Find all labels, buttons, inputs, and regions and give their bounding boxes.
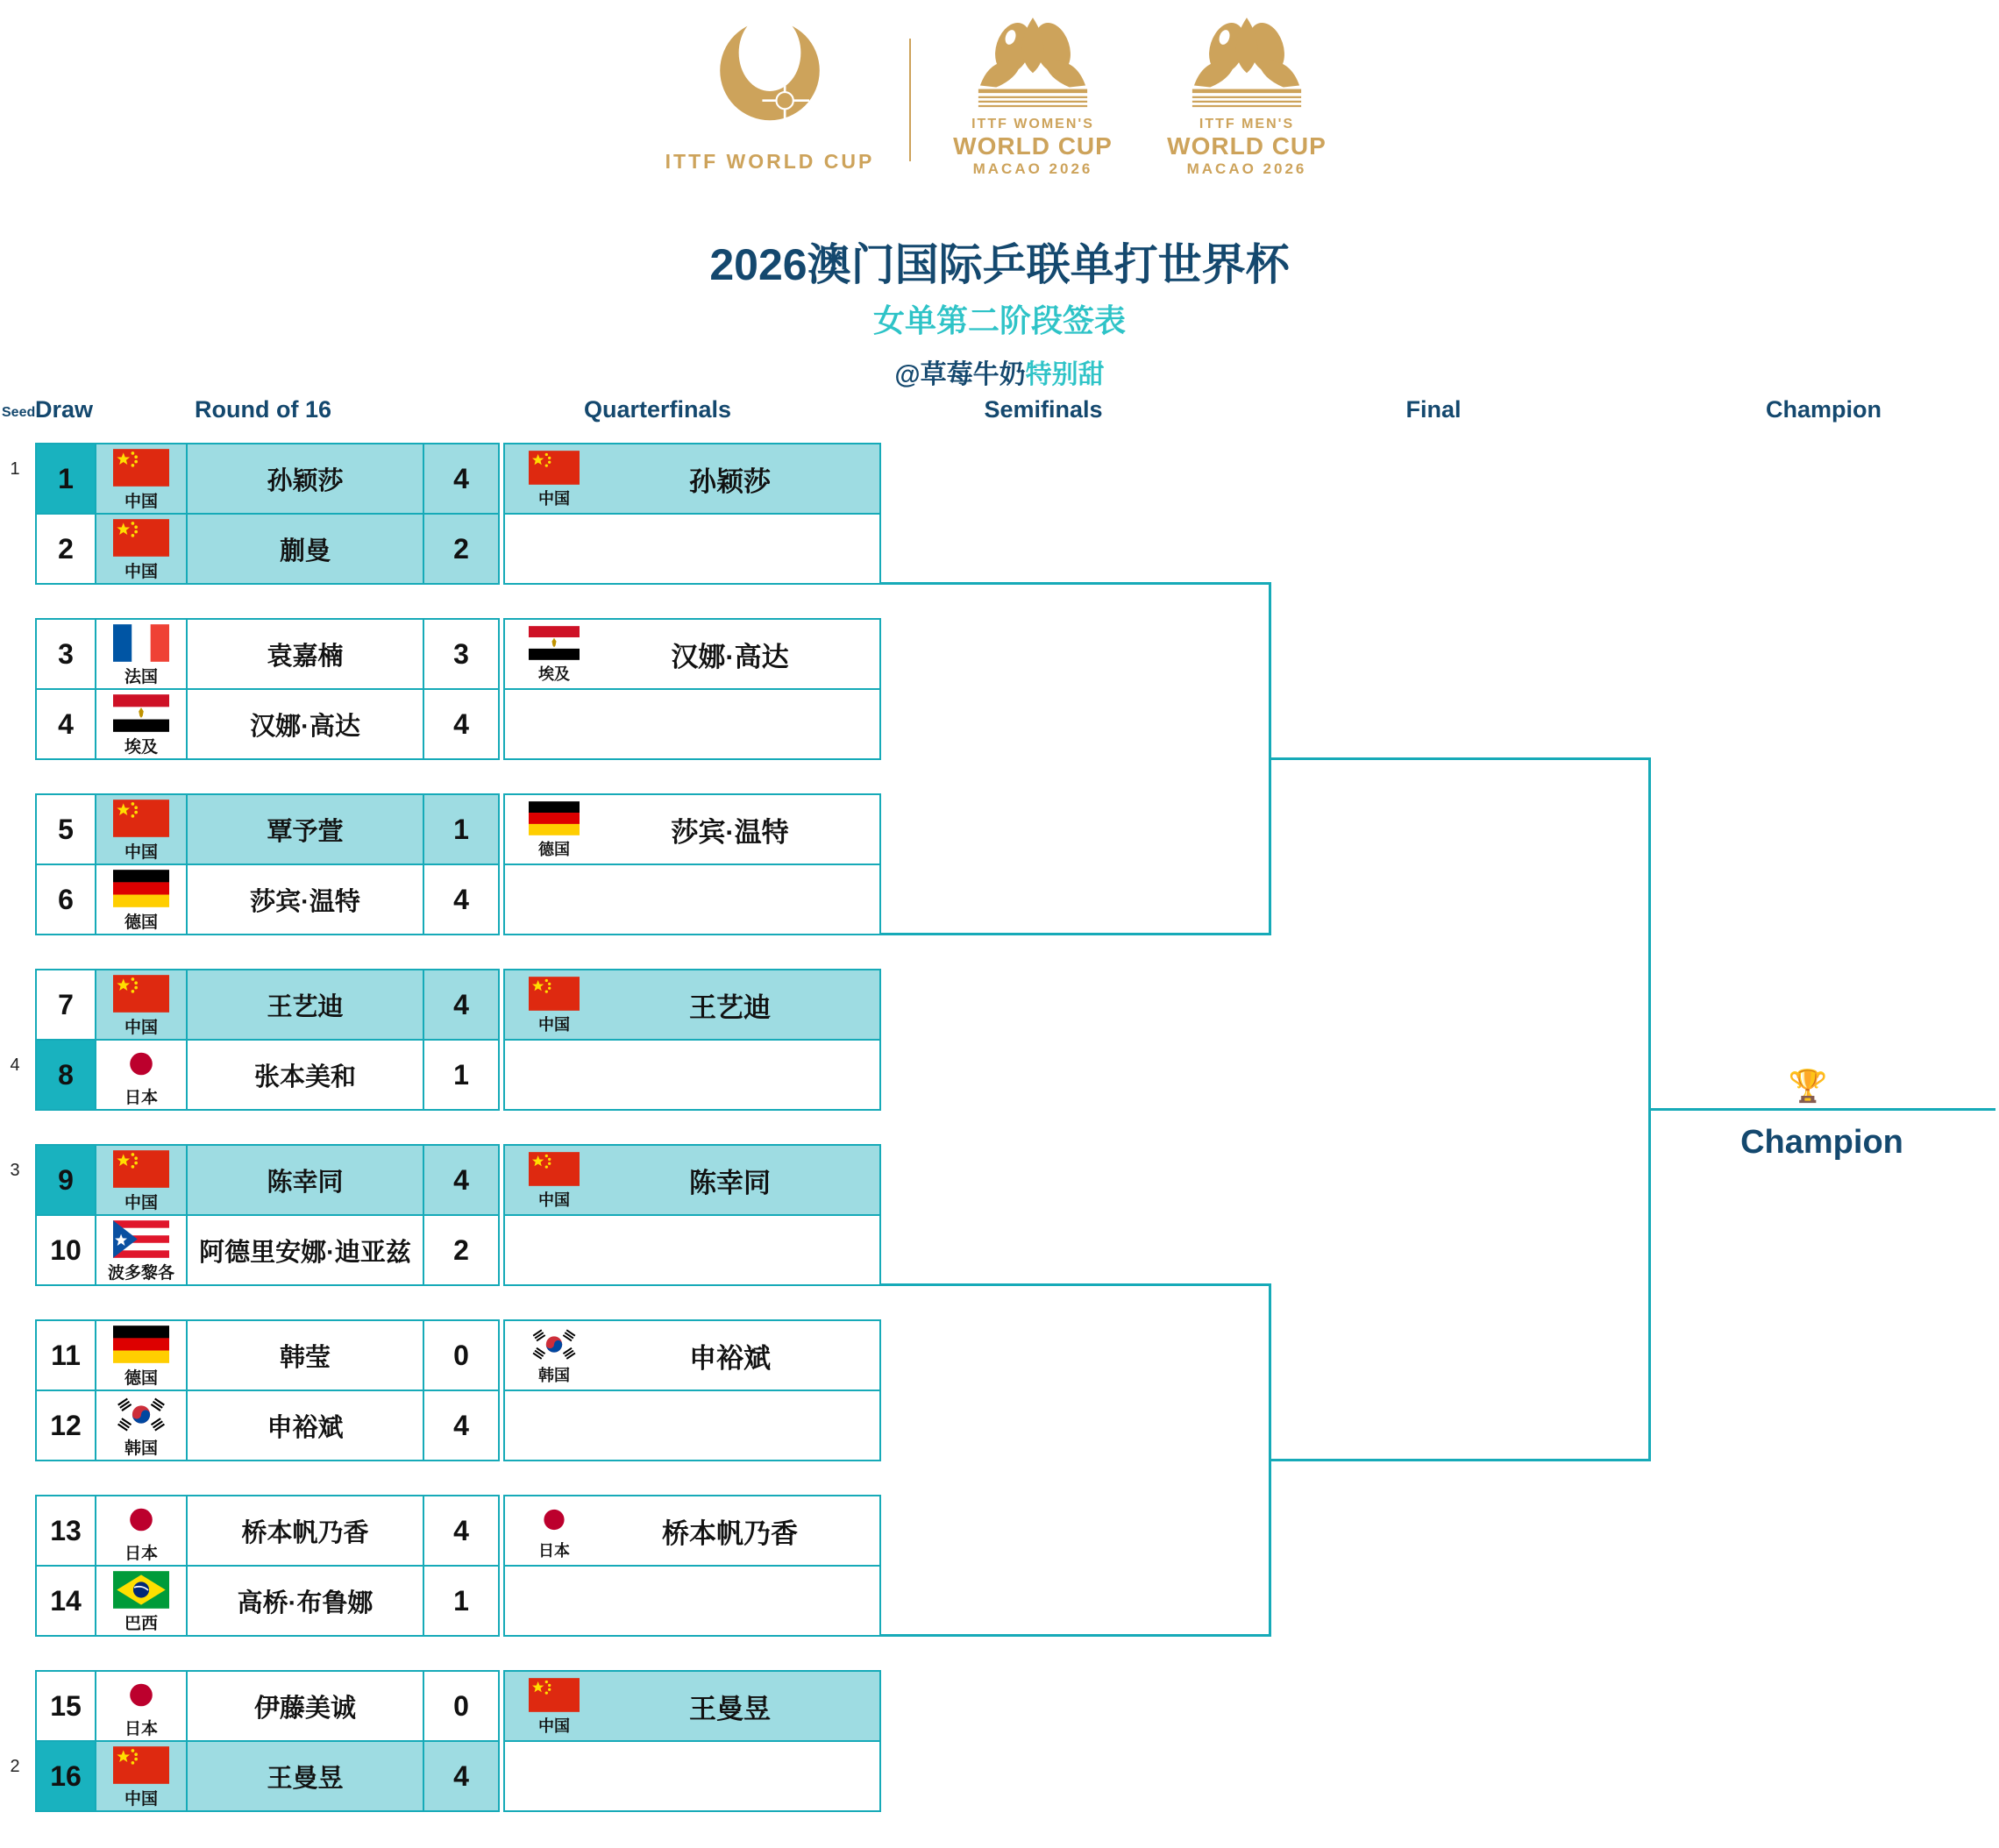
qf-winner-cell bbox=[505, 795, 879, 865]
score-cell: 2 bbox=[423, 515, 498, 583]
player-name: 申裕斌 bbox=[689, 1342, 771, 1374]
country-label: 中国 bbox=[538, 1191, 570, 1209]
flag-icon bbox=[113, 1746, 169, 1784]
score-cell: 4 bbox=[423, 690, 498, 758]
draw-cell: 1 bbox=[37, 444, 95, 513]
column-header-seed: Seed bbox=[2, 405, 36, 420]
champion-label: Champion bbox=[1740, 1124, 1903, 1161]
country-label: 韩国 bbox=[538, 1366, 570, 1384]
country-label: 中国 bbox=[124, 1194, 158, 1212]
qf-winner-cell bbox=[505, 1496, 879, 1567]
player-name: 阿德里安娜·迪亚兹 bbox=[186, 1216, 423, 1284]
lotus-icon bbox=[963, 12, 1103, 110]
flag-cell bbox=[95, 1391, 186, 1460]
player-name: 莎宾·温特 bbox=[671, 816, 789, 848]
country-label: 德国 bbox=[124, 1369, 158, 1388]
flag-cell bbox=[505, 624, 603, 685]
flag-icon bbox=[113, 1501, 169, 1539]
flag-icon bbox=[113, 1571, 169, 1609]
country-label: 中国 bbox=[124, 563, 158, 581]
column-header-final: Final bbox=[1405, 396, 1462, 423]
score-cell: 4 bbox=[423, 1391, 498, 1460]
r16-row bbox=[35, 1039, 500, 1111]
draw-cell: 2 bbox=[58, 532, 74, 565]
flag-icon bbox=[529, 1327, 580, 1361]
country-label: 德国 bbox=[124, 913, 158, 932]
column-header-semifinals: Semifinals bbox=[984, 396, 1103, 423]
score-cell: 4 bbox=[423, 970, 498, 1039]
score-cell: 0 bbox=[423, 1672, 498, 1740]
logo-divider bbox=[909, 39, 911, 161]
flag-cell bbox=[505, 1501, 603, 1561]
trophy-icon: 🏆 bbox=[1788, 1068, 1828, 1104]
player-name: 桥本帆乃香 bbox=[662, 1517, 798, 1549]
score-cell: 1 bbox=[423, 1041, 498, 1109]
credit-handle: @草莓牛奶 bbox=[894, 360, 1026, 389]
bracket-line bbox=[1269, 1459, 1651, 1461]
bracket-line bbox=[879, 1283, 1271, 1286]
country-label: 中国 bbox=[124, 493, 158, 511]
flag-icon bbox=[113, 1676, 169, 1714]
flag-cell bbox=[95, 444, 186, 513]
player-name: 韩莹 bbox=[186, 1321, 423, 1390]
flag-cell bbox=[95, 1216, 186, 1284]
player-name: 陈幸同 bbox=[689, 1167, 771, 1198]
country-label: 巴西 bbox=[124, 1615, 158, 1633]
draw-cell: 12 bbox=[50, 1409, 82, 1441]
player-name: 覃予萱 bbox=[186, 795, 423, 864]
flag-icon bbox=[529, 801, 580, 835]
flag-icon bbox=[113, 519, 169, 557]
score-cell: 4 bbox=[423, 444, 498, 513]
womens-logo-line1: ITTF WOMEN'S bbox=[971, 117, 1094, 131]
draw-cell: 16 bbox=[37, 1742, 95, 1810]
player-name: 张本美和 bbox=[186, 1041, 423, 1109]
qf-slot bbox=[503, 969, 881, 1111]
draw-cell: 14 bbox=[50, 1584, 82, 1617]
country-label: 中国 bbox=[124, 1019, 158, 1037]
r16-row bbox=[35, 1144, 500, 1216]
player-name: 桥本帆乃香 bbox=[186, 1496, 423, 1565]
flag-cell bbox=[505, 1326, 603, 1386]
draw-cell: 5 bbox=[58, 813, 74, 845]
flag-icon bbox=[529, 1152, 580, 1186]
qf-slot bbox=[503, 618, 881, 760]
player-name: 陈幸同 bbox=[186, 1146, 423, 1214]
flag-cell bbox=[505, 1676, 603, 1737]
qf-winner-cell bbox=[505, 1321, 879, 1391]
score-cell: 4 bbox=[423, 1742, 498, 1810]
country-label: 中国 bbox=[124, 1790, 158, 1809]
qf-slot bbox=[503, 1670, 881, 1812]
flag-cell bbox=[505, 975, 603, 1035]
flag-icon bbox=[113, 624, 169, 662]
country-label: 日本 bbox=[538, 1541, 570, 1560]
flag-cell bbox=[505, 1150, 603, 1211]
player-name: 申裕斌 bbox=[186, 1391, 423, 1460]
bracket-line bbox=[879, 1634, 1271, 1637]
flag-icon bbox=[113, 1220, 169, 1258]
column-header-champion: Champion bbox=[1766, 396, 1882, 423]
paddle-icon bbox=[704, 12, 836, 144]
seed-label: 3 bbox=[10, 1161, 20, 1180]
player-name: 孙颖莎 bbox=[186, 444, 423, 513]
ittf-world-cup-logo bbox=[660, 12, 879, 174]
column-header-round-of-16: Round of 16 bbox=[195, 396, 331, 423]
qf-slot bbox=[503, 1144, 881, 1286]
player-name: 汉娜·高达 bbox=[186, 690, 423, 758]
flag-cell bbox=[95, 1742, 186, 1810]
r16-row bbox=[35, 1565, 500, 1637]
flag-cell bbox=[95, 620, 186, 688]
womens-logo-line2: WORLD CUP bbox=[953, 132, 1113, 160]
flag-cell bbox=[95, 1567, 186, 1635]
mens-world-cup-logo bbox=[1155, 12, 1339, 178]
qf-winner-cell bbox=[505, 970, 879, 1041]
flag-cell bbox=[95, 690, 186, 758]
r16-row bbox=[35, 513, 500, 585]
flag-cell bbox=[95, 1672, 186, 1740]
country-label: 中国 bbox=[538, 1717, 570, 1735]
flag-cell bbox=[95, 1496, 186, 1565]
player-name: 蒯曼 bbox=[186, 515, 423, 583]
player-name: 王曼昱 bbox=[689, 1693, 771, 1724]
draw-cell: 9 bbox=[37, 1146, 95, 1214]
draw-cell: 8 bbox=[37, 1041, 95, 1109]
qf-slot bbox=[503, 793, 881, 935]
seed-label: 1 bbox=[10, 459, 20, 479]
flag-icon bbox=[529, 626, 580, 660]
r16-row bbox=[35, 864, 500, 935]
header-logos bbox=[660, 12, 1339, 178]
mens-logo-line3: MACAO 2026 bbox=[1186, 160, 1307, 177]
player-name: 汉娜·高达 bbox=[671, 641, 789, 672]
player-name: 孙颖莎 bbox=[689, 466, 771, 497]
draw-cell: 7 bbox=[58, 988, 74, 1020]
qf-winner-cell bbox=[505, 444, 879, 515]
bracket-line bbox=[879, 582, 1271, 585]
player-name: 王艺迪 bbox=[186, 970, 423, 1039]
credit-line bbox=[0, 352, 1999, 391]
r16-row bbox=[35, 443, 500, 515]
mens-logo-line1: ITTF MEN'S bbox=[1199, 117, 1295, 131]
flag-icon bbox=[529, 1678, 580, 1712]
flag-cell bbox=[95, 1041, 186, 1109]
bracket-line bbox=[1269, 757, 1651, 760]
country-label: 中国 bbox=[538, 489, 570, 508]
flag-icon bbox=[113, 1045, 169, 1083]
flag-cell bbox=[95, 1146, 186, 1214]
r16-row bbox=[35, 1214, 500, 1286]
ittf-world-cup-label: ITTF WORLD CUP bbox=[665, 150, 875, 173]
qf-slot bbox=[503, 1495, 881, 1637]
flag-cell bbox=[95, 970, 186, 1039]
seed-label: 4 bbox=[10, 1055, 20, 1075]
draw-cell: 10 bbox=[50, 1233, 82, 1266]
draw-cell: 4 bbox=[58, 707, 74, 740]
flag-icon bbox=[113, 975, 169, 1013]
draw-cell: 15 bbox=[50, 1689, 82, 1722]
score-cell: 2 bbox=[423, 1216, 498, 1284]
champion-line bbox=[1648, 1108, 1995, 1111]
player-name: 高桥·布鲁娜 bbox=[186, 1567, 423, 1635]
flag-icon bbox=[113, 1396, 169, 1433]
country-label: 波多黎各 bbox=[107, 1264, 174, 1283]
womens-world-cup-logo bbox=[941, 12, 1125, 178]
draw-cell: 3 bbox=[58, 637, 74, 670]
country-label: 德国 bbox=[538, 840, 570, 858]
country-label: 韩国 bbox=[124, 1439, 158, 1458]
r16-row bbox=[35, 688, 500, 760]
score-cell: 3 bbox=[423, 620, 498, 688]
flag-icon bbox=[529, 1503, 580, 1537]
seed-label: 2 bbox=[10, 1757, 20, 1776]
country-label: 埃及 bbox=[124, 738, 158, 757]
r16-row bbox=[35, 1495, 500, 1567]
qf-winner-cell bbox=[505, 1146, 879, 1216]
r16-row bbox=[35, 793, 500, 865]
score-cell: 4 bbox=[423, 865, 498, 934]
draw-cell: 6 bbox=[58, 883, 74, 915]
draw-cell: 13 bbox=[50, 1514, 82, 1546]
bracket-line bbox=[879, 933, 1271, 935]
country-label: 日本 bbox=[124, 1545, 158, 1563]
score-cell: 4 bbox=[423, 1146, 498, 1214]
country-label: 中国 bbox=[124, 843, 158, 862]
flag-cell bbox=[95, 1321, 186, 1390]
qf-winner-cell bbox=[505, 620, 879, 690]
page-subtitle: 女单第二阶段签表 bbox=[872, 302, 1126, 338]
womens-logo-line3: MACAO 2026 bbox=[972, 160, 1093, 177]
country-label: 日本 bbox=[124, 1089, 158, 1107]
flag-cell bbox=[95, 515, 186, 583]
score-cell: 1 bbox=[423, 1567, 498, 1635]
r16-row bbox=[35, 1390, 500, 1461]
flag-icon bbox=[529, 451, 580, 485]
flag-cell bbox=[505, 800, 603, 860]
flag-icon bbox=[113, 800, 169, 837]
player-name: 王曼昱 bbox=[186, 1742, 423, 1810]
draw-cell: 11 bbox=[51, 1339, 81, 1371]
r16-row bbox=[35, 618, 500, 690]
country-label: 埃及 bbox=[538, 665, 570, 683]
credit-suffix: 特别甜 bbox=[1025, 360, 1105, 389]
flag-icon bbox=[113, 870, 169, 907]
page-title: 2026澳门国际乒联单打世界杯 bbox=[709, 240, 1290, 289]
score-cell: 1 bbox=[423, 795, 498, 864]
country-label: 中国 bbox=[538, 1015, 570, 1034]
r16-row bbox=[35, 1670, 500, 1742]
flag-icon bbox=[113, 694, 169, 732]
country-label: 法国 bbox=[124, 668, 158, 686]
score-cell: 4 bbox=[423, 1496, 498, 1565]
column-header-quarterfinals: Quarterfinals bbox=[583, 396, 732, 423]
score-cell: 0 bbox=[423, 1321, 498, 1390]
lotus-icon bbox=[1177, 12, 1317, 110]
qf-slot bbox=[503, 1319, 881, 1461]
flag-icon bbox=[113, 1150, 169, 1188]
country-label: 日本 bbox=[124, 1720, 158, 1738]
flag-icon bbox=[113, 1326, 169, 1363]
r16-row bbox=[35, 1319, 500, 1391]
player-name: 莎宾·温特 bbox=[186, 865, 423, 934]
flag-cell bbox=[95, 795, 186, 864]
flag-cell bbox=[95, 865, 186, 934]
column-header-draw: Draw bbox=[34, 396, 94, 423]
mens-logo-line2: WORLD CUP bbox=[1167, 132, 1327, 160]
flag-icon bbox=[529, 977, 580, 1011]
r16-row bbox=[35, 969, 500, 1041]
flag-icon bbox=[113, 449, 169, 487]
player-name: 王艺迪 bbox=[689, 992, 771, 1023]
flag-cell bbox=[505, 449, 603, 509]
qf-winner-cell bbox=[505, 1672, 879, 1742]
qf-slot bbox=[503, 443, 881, 585]
player-name: 伊藤美诚 bbox=[186, 1672, 423, 1740]
player-name: 袁嘉楠 bbox=[186, 620, 423, 688]
r16-row bbox=[35, 1740, 500, 1812]
